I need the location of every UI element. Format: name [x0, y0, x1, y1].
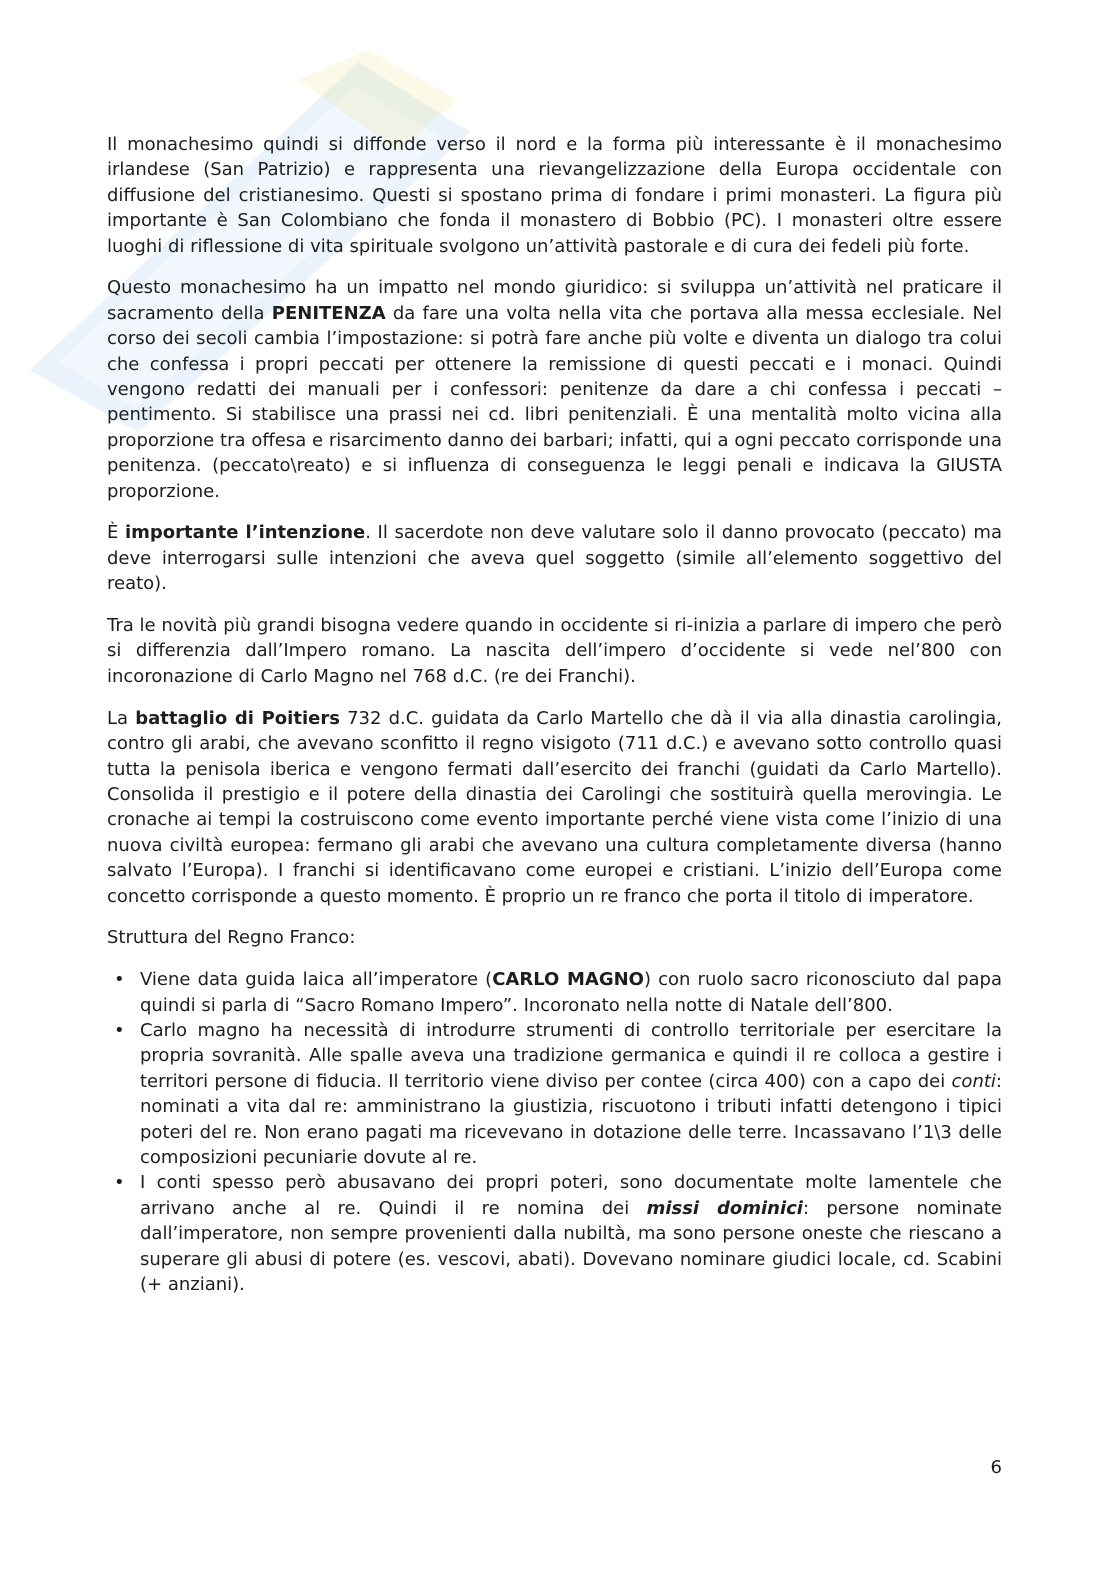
- bold-term-poitiers: battaglio di Poitiers: [135, 707, 340, 729]
- list-item-text: : nominati a vita dal re: amministrano la giustizia, riscuotono i tributi infatti detengono i tipici poteri del re. Non erano pagati ma ricevevano in dotazione delle terre. Incassavano l’1\3 delle composizioni pecuniarie dovute al re.: [140, 1070, 1002, 1168]
- bold-italic-term-missi-dominici: missi dominici: [646, 1197, 803, 1219]
- paragraph-text: 732 d.C. guidata da Carlo Martello che dà il via alla dinastia carolingia, contro gli arabi, che avevano sconfitto il regno visigoto (711 d.C.) e avevano sotto controllo quasi tutta la penisola iberica e vengono fermati dall’esercito dei franchi (guidati da Carlo Martello). Consolida il prestigio e il potere della dinastia dei Carolingi che sostituirà quella merovingia. Le cronache ai tempi la costruiscono come evento importante perché viene vista come l’inizio di una nuova civiltà europea: fermano gli arabi che avevano una cultura completamente diversa (hanno salvato l’Europa). I franchi si identificavano come europei e cristiani. L’inizio dell’Europa come concetto corrisponde a questo momento. È proprio un re franco che porta il titolo di imperatore.: [107, 707, 1002, 907]
- list-item-text: ) con ruolo sacro riconosciuto dal papa quindi si parla di “Sacro Romano Impero”. Incoronato nella notte di Natale dell’800.: [140, 969, 1002, 1016]
- paragraph-intenzione: [107, 520, 1002, 596]
- page-number: 6: [990, 1457, 1002, 1478]
- paragraph-text: Questo monachesimo ha un impatto nel mondo giuridico: si sviluppa un’attività nel praticare il sacramento della: [107, 277, 1002, 324]
- italic-term-conti: conti: [951, 1070, 996, 1092]
- document-body: [107, 132, 1002, 1297]
- bold-term-carlo-magno: CARLO MAGNO: [492, 969, 644, 991]
- paragraph-monachesimo-irlandese: Il monachesimo quindi si diffonde verso il nord e la forma più interessante è il monachesimo irlandese (San Patrizio) e rappresenta una rievangelizzazione della Europa occidentale con diffusione del cristianesimo. Questi si spostano prima di fondare i primi monasteri. La figura più importante è San Colombiano che fonda il monastero di Bobbio (PC). I monasteri oltre essere luoghi di riflessione di vita spirituale svolgono un’attività pastorale e di cura dei fedeli più forte.: [107, 134, 1002, 257]
- paragraph-poitiers: [107, 706, 1002, 909]
- list-item: [107, 1018, 1002, 1170]
- paragraph-text: da fare una volta nella vita che portava alla messa ecclesiale. Nel corso dei secoli cambia l’impostazione: si potrà fare anche più volte e diventa un dialogo tra colui che confessa i propri peccati per ottenere la remissione di questi peccati e i monaci. Quindi vengono redatti dei manuali per i confessori: penitenze da dare a chi confessa i peccati – pentimento. Si stabilisce una prassi nei cd. libri penitenziali. È una mentalità molto vicina alla proporzione tra offesa e risarcimento danno dei barbari; infatti, qui a ogni peccato corrisponde una penitenza. (peccato\reato) e si influenza di conseguenza le leggi penali e indicava la GIUSTA proporzione.: [107, 302, 1002, 502]
- list-item: [107, 1170, 1002, 1297]
- list-item-text: : persone nominate dall’imperatore, non sempre provenienti dalla nubiltà, ma sono persone oneste che riescano a superare gli abusi di potere (es. vescovi, abati). Dovevano nominare giudici locale, cd. Scabini (+ anziani).: [140, 1197, 1002, 1295]
- list-item-text: Carlo magno ha necessità di introdurre strumenti di controllo territoriale per esercitare la propria sovranità. Alle spalle aveva una tradizione germanica e quindi il re colloca a gestire i territori persone di fiducia. Il territorio viene diviso per contee (circa 400) con a capo dei: [140, 1019, 1002, 1092]
- bullet-list: [107, 967, 1002, 1297]
- paragraph-penitenza: [107, 275, 1002, 504]
- paragraph-text: È: [107, 522, 125, 544]
- paragraph-text: La: [107, 707, 136, 729]
- list-item-text: Viene data guida laica all’imperatore (: [140, 969, 493, 991]
- bold-term-penitenza: PENITENZA: [271, 302, 386, 324]
- list-item-text: I conti spesso però abusavano dei propri poteri, sono documentate molte lamentele che arrivano anche al re. Quindi il re nomina dei: [140, 1172, 1002, 1219]
- list-item: [107, 967, 1002, 1018]
- paragraph-impero-occidente: Tra le novità più grandi bisogna vedere quando in occidente si ri-inizia a parlare di impero che però si differenzia dall’Impero romano. La nascita dell’impero d’occidente si vede nel’800 con incoronazione di Carlo Magno nel 768 d.C. (re dei Franchi).: [107, 615, 1002, 687]
- bold-term-intenzione: importante l’intenzione: [124, 522, 366, 544]
- section-heading-regno-franco: Struttura del Regno Franco:: [107, 927, 356, 949]
- paragraph-text: . Il sacerdote non deve valutare solo il danno provocato (peccato) ma deve interrogarsi sulle intenzioni che aveva quel soggetto (simile all’elemento soggettivo del reato).: [107, 522, 1002, 595]
